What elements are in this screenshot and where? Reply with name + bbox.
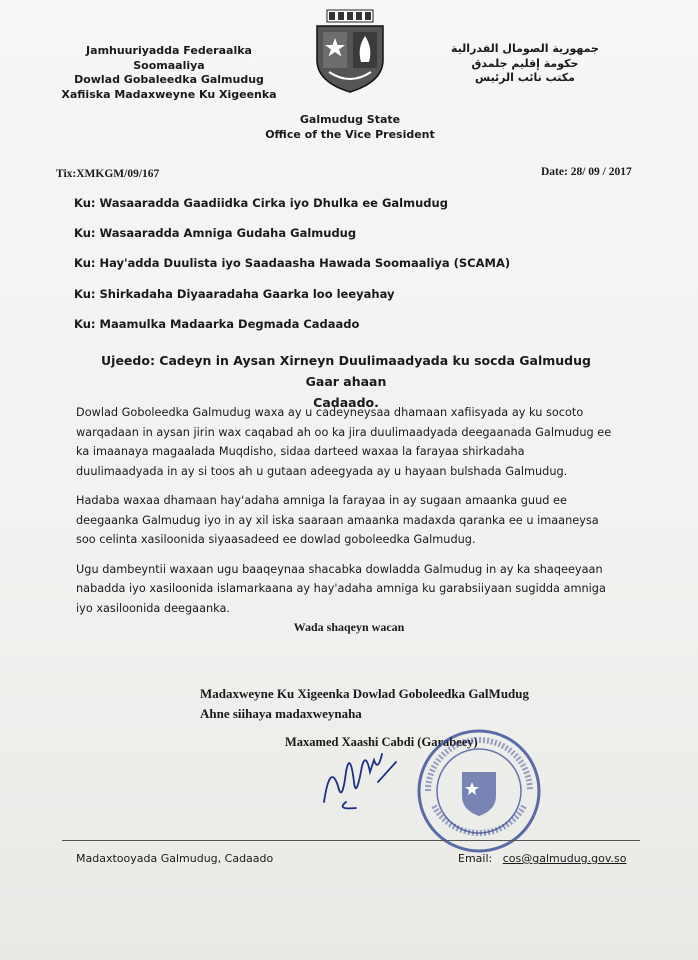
closing-line: Wada shaqeyn wacan: [293, 620, 405, 634]
footer-address: Madaxtooyada Galmudug, Cadaado: [76, 852, 274, 865]
header-left-line: Jamhuuriyadda Federaalka Soomaaliya: [86, 44, 252, 72]
header-left-block: [54, 44, 284, 102]
footer-contact: [458, 852, 626, 865]
letter-body: [76, 403, 612, 628]
header-right-line: جمهورية الصومال الفدرالية: [451, 42, 599, 55]
recipient-line: Ku: Maamulka Madaarka Degmada Cadaado: [74, 316, 360, 331]
recipient-list: [74, 196, 594, 347]
header-center-block: [260, 112, 440, 142]
recipient-line: Ku: Wasaaradda Gaadiidka Cirka iyo Dhulka ee Galmudug: [74, 196, 448, 210]
body-paragraph: Dowlad Goboleedka Galmudug waxa ay u cadeyneysaa dhamaan xafiisyada ay ku socoto warqadaan in aysan jirin wax caqabad ah oo ka jira duulimaadyada deegaanada Galmudug ee ka imaanaya magaalada Muqdisho, sidaa darteed waxaa la farayaa shirkadaha duulimaadyada in ay si toos ah u gutaan adeegyada ay u hayaan bulshada Galmudug.: [76, 406, 612, 478]
signatory-title: [200, 684, 529, 724]
header-left-line: Xafiiska Madaxweyne Ku Xigeenka: [61, 87, 277, 101]
galmudug-crest-logo: [305, 8, 395, 94]
letter-date: Date: 28/ 09 / 2017: [541, 166, 632, 178]
header-right-line: مكتب نائب الرئيس: [475, 71, 575, 84]
header-center-line: Office of the Vice President: [265, 128, 435, 141]
header-left-line: Dowlad Gobaleedka Galmudug: [74, 73, 264, 86]
recipient-line: Ku: Wasaaradda Amniga Gudaha Galmudug: [74, 226, 357, 241]
signatory-title-line: Ahne siihaya madaxweynaha: [200, 706, 362, 721]
recipient-line: Ku: Shirkadaha Diyaaradaha Gaarka loo leeyahay: [74, 286, 395, 301]
header-right-block: [440, 42, 610, 86]
recipient-line: Ku: Hay'adda Duulista iyo Saadaasha Hawada Soomaaliya (SCAMA): [74, 256, 511, 271]
footer-divider: [62, 840, 640, 841]
body-paragraph: Ugu dambeyntii waxaan ugu baaqeynaa shacabka dowladda Galmudug in ay ka shaqeeyaan nabadda iyo xasiloonida islamarkaana ay hay'adaha amniga ku garabsiiyaan sugidda amniga iyo xasiloonida deegaanka.: [76, 562, 606, 615]
handwritten-signature: [316, 742, 406, 814]
body-paragraph: Hadaba waxaa dhamaan hay'adaha amniga la farayaa in ay sugaan amaanka guud ee deegaanka Galmudug iyo in ay xil iska saaraan amaanka madaxda qaranka ee u imaaneysa soo celinta xasiloonida siyaasadeed ee dowlad goboleedka Galmudug.: [76, 494, 599, 546]
official-stamp: [414, 726, 544, 856]
email-link[interactable]: cos@galmudug.gov.so: [502, 852, 627, 865]
signatory-name: Maxamed Xaashi Cabdi (Garabeey): [285, 735, 478, 749]
header-center-line: Galmudug State: [299, 113, 401, 126]
subject-line: Ujeedo: Cadeyn in Aysan Xirneyn Duulimaadyada ku socda Galmudug Gaar ahaan: [101, 353, 591, 389]
signatory-title-line: Madaxweyne Ku Xigeenka Dowlad Goboleedka GalMudug: [200, 686, 530, 701]
header-right-line: حكومة إقليم جلمدق: [471, 56, 579, 70]
reference-number: Tix:XMKGM/09/167: [56, 168, 160, 180]
email-label: Email:: [458, 852, 493, 865]
subject-line: Cadaado.: [313, 395, 379, 410]
